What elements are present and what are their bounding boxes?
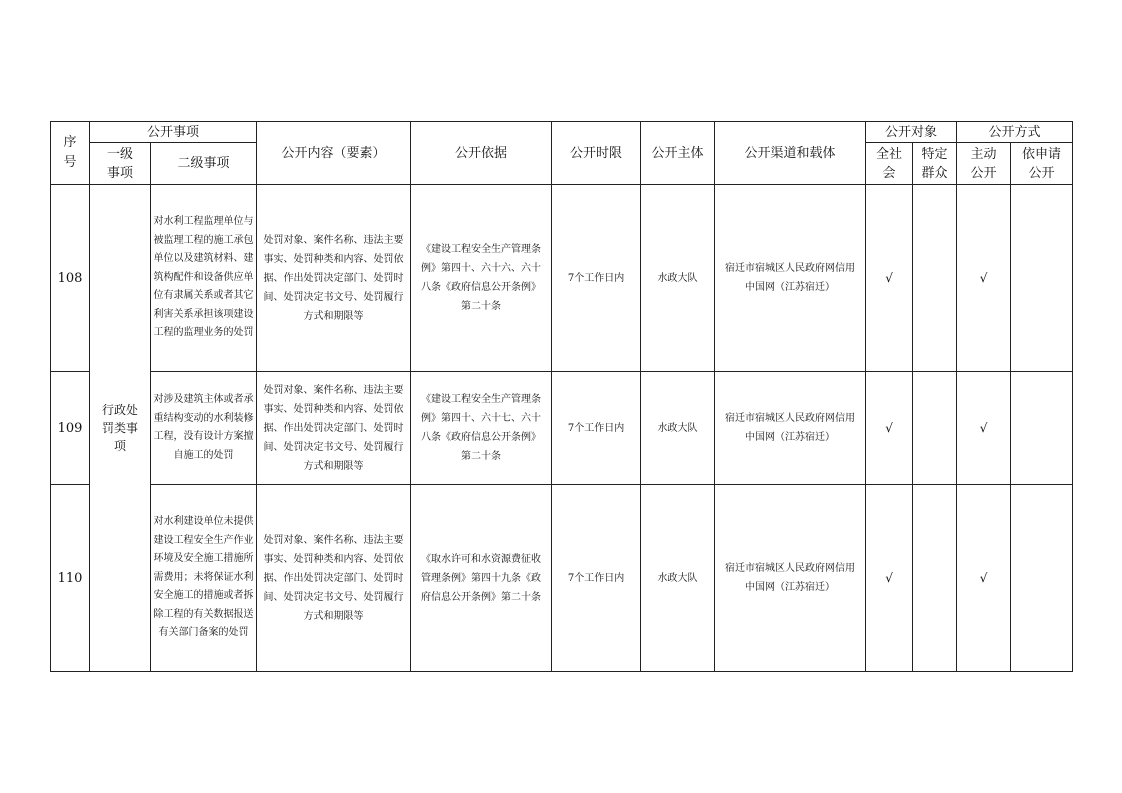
header-method-active: 主动公开 [957,143,1011,185]
basis-cell: 《建设工程安全生产管理条例》第四十、六十七、六十八条《政府信息公开条例》第二十条 [411,372,552,485]
header-level1: 一级事项 [90,143,151,185]
item-cell: 对水利建设单位未提供建设工程安全生产作业环境及安全施工措施所需费用；未将保证水利安全施工的措施或者拆除工程的有关数据报送有关部门备案的处罚 [151,485,257,672]
header-target: 公开对象 [866,122,957,143]
header-method: 公开方式 [957,122,1073,143]
table-row [51,185,1073,372]
content-cell: 处罚对象、案件名称、违法主要事实、处罚种类和内容、处罚依据、作出处罚决定部门、处罚时间、处罚决定书文号、处罚履行方式和期限等 [257,485,411,672]
subject-cell: 水政大队 [641,485,715,672]
header-row-1 [51,122,1073,143]
check-request [1011,485,1073,672]
check-all: √ [866,485,913,672]
check-all: √ [866,372,913,485]
check-specific [913,485,957,672]
content-cell: 处罚对象、案件名称、违法主要事实、处罚种类和内容、处罚依据、作出处罚决定部门、处罚时间、处罚决定书文号、处罚履行方式和期限等 [257,372,411,485]
disclosure-table [50,121,1073,672]
subject-cell: 水政大队 [641,185,715,372]
header-target-specific: 特定群众 [913,143,957,185]
channel-cell: 宿迁市宿城区人民政府网信用中国网（江苏宿迁） [715,185,866,372]
header-method-request: 依申请公开 [1011,143,1073,185]
header-level2: 二级事项 [151,143,257,185]
header-content: 公开内容（要素） [257,122,411,185]
header-time-limit: 公开时限 [552,122,641,185]
basis-cell: 《建设工程安全生产管理条例》第四十、六十六、六十八条《政府信息公开条例》第二十条 [411,185,552,372]
check-request [1011,372,1073,485]
check-request [1011,185,1073,372]
row-number: 110 [51,485,90,672]
header-subject: 公开主体 [641,122,715,185]
check-active: √ [957,185,1011,372]
header-channel: 公开渠道和载体 [715,122,866,185]
check-all: √ [866,185,913,372]
channel-cell: 宿迁市宿城区人民政府网信用中国网（江苏宿迁） [715,485,866,672]
time-limit-cell: 7个工作日内 [552,185,641,372]
time-limit-cell: 7个工作日内 [552,372,641,485]
check-specific [913,185,957,372]
header-seq: 序号 [51,122,90,185]
basis-cell: 《取水许可和水资源费征收管理条例》第四十九条《政府信息公开条例》第二十条 [411,485,552,672]
subject-cell: 水政大队 [641,372,715,485]
check-active: √ [957,372,1011,485]
header-basis: 公开依据 [411,122,552,185]
time-limit-cell: 7个工作日内 [552,485,641,672]
content-cell: 处罚对象、案件名称、违法主要事实、处罚种类和内容、处罚依据、作出处罚决定部门、处罚时间、处罚决定书文号、处罚履行方式和期限等 [257,185,411,372]
table-row [51,372,1073,485]
item-cell: 对水利工程监理单位与被监理工程的施工承包单位以及建筑材料、建筑构配件和设备供应单位有隶属关系或者其它利害关系承担该项建设工程的监理业务的处罚 [151,185,257,372]
category-cell: 行政处罚类事项 [90,185,151,672]
table-row [51,485,1073,672]
item-cell: 对涉及建筑主体或者承重结构变动的水利装修工程，没有设计方案擅自施工的处罚 [151,372,257,485]
header-public-items: 公开事项 [90,122,257,143]
header-target-all: 全社会 [866,143,913,185]
check-active: √ [957,485,1011,672]
channel-cell: 宿迁市宿城区人民政府网信用中国网（江苏宿迁） [715,372,866,485]
row-number: 108 [51,185,90,372]
row-number: 109 [51,372,90,485]
check-specific [913,372,957,485]
